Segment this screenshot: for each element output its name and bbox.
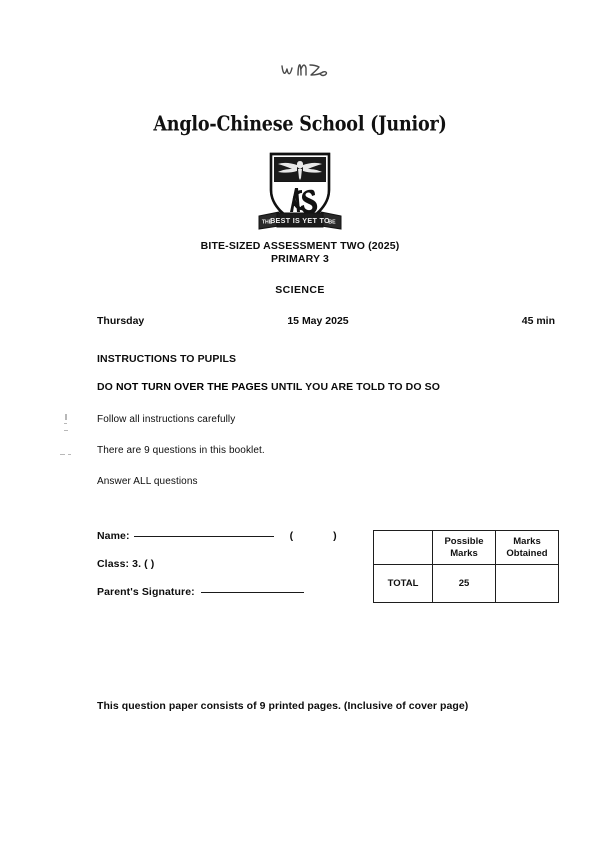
instruction-line: Follow all instructions carefully <box>97 414 236 425</box>
table-row <box>374 565 559 603</box>
school-name: Anglo-Chinese School (Junior) <box>153 111 447 136</box>
name-label: Name: <box>97 530 130 542</box>
class-label: Class: 3. ( <box>97 558 148 570</box>
exam-duration: 45 min <box>521 315 555 327</box>
svg-text:BEST IS YET TO: BEST IS YET TO <box>270 216 330 225</box>
instruction-line: There are 9 questions in this booklet. <box>97 445 265 456</box>
header-blank-cell <box>374 531 433 565</box>
school-crest-icon <box>257 146 343 234</box>
name-input-line[interactable] <box>134 536 274 537</box>
warning-emphasis: NOT TURN OVER THE PAGES <box>115 381 269 393</box>
name-row <box>97 530 337 542</box>
assessment-name: BITE-SIZED ASSESSMENT TWO (2025) <box>200 240 400 252</box>
table-header-row <box>374 531 559 565</box>
scan-artifact <box>68 454 71 455</box>
page-count-note: This question paper consists of 9 printed pages. (Inclusive of cover page) <box>97 700 469 712</box>
crest-motto-ribbon <box>259 212 341 229</box>
signature-row <box>97 586 337 598</box>
svg-text:BE: BE <box>328 219 336 226</box>
class-row <box>97 558 337 570</box>
header-possible-marks <box>433 531 496 565</box>
total-possible-marks: 25 <box>433 565 496 603</box>
marks-table <box>373 530 559 603</box>
scan-artifact <box>65 414 67 420</box>
total-marks-obtained[interactable] <box>496 565 559 603</box>
possible-marks-line1: Possible <box>444 536 484 547</box>
possible-marks-line2: Marks <box>450 547 478 559</box>
signature-input-line[interactable] <box>201 592 304 593</box>
total-label: TOTAL <box>374 565 433 603</box>
pupil-particulars <box>97 530 337 614</box>
exam-info-row <box>97 315 555 327</box>
scan-artifact <box>64 430 68 431</box>
signature-label: Parent's Signature: <box>97 586 195 598</box>
header-marks-obtained <box>496 531 559 565</box>
svg-text:THE: THE <box>261 219 273 226</box>
index-paren-open: ( <box>289 530 294 542</box>
instructions-section <box>97 353 517 506</box>
marks-obtained-line1: Marks <box>513 536 541 547</box>
assessment-title-block <box>0 240 600 296</box>
warning-prefix: DO <box>97 381 116 393</box>
class-paren-close: ) <box>150 558 155 570</box>
index-paren-close: ) <box>333 530 337 542</box>
assessment-level: PRIMARY 3 <box>271 253 329 265</box>
instructions-warning <box>97 381 517 393</box>
exam-day: Thursday <box>97 315 145 327</box>
scan-artifact <box>64 423 67 424</box>
assessment-subject: SCIENCE <box>275 284 325 296</box>
instruction-line: Answer ALL questions <box>97 476 198 487</box>
instructions-heading: INSTRUCTIONS TO PUPILS <box>97 353 237 365</box>
marks-obtained-line2: Obtained <box>506 547 548 559</box>
exam-date: 15 May 2025 <box>287 315 349 327</box>
warning-suffix: UNTIL YOU ARE TOLD TO DO SO <box>268 381 440 393</box>
handwritten-annotation-mark <box>278 56 342 86</box>
scan-artifact <box>60 454 65 455</box>
